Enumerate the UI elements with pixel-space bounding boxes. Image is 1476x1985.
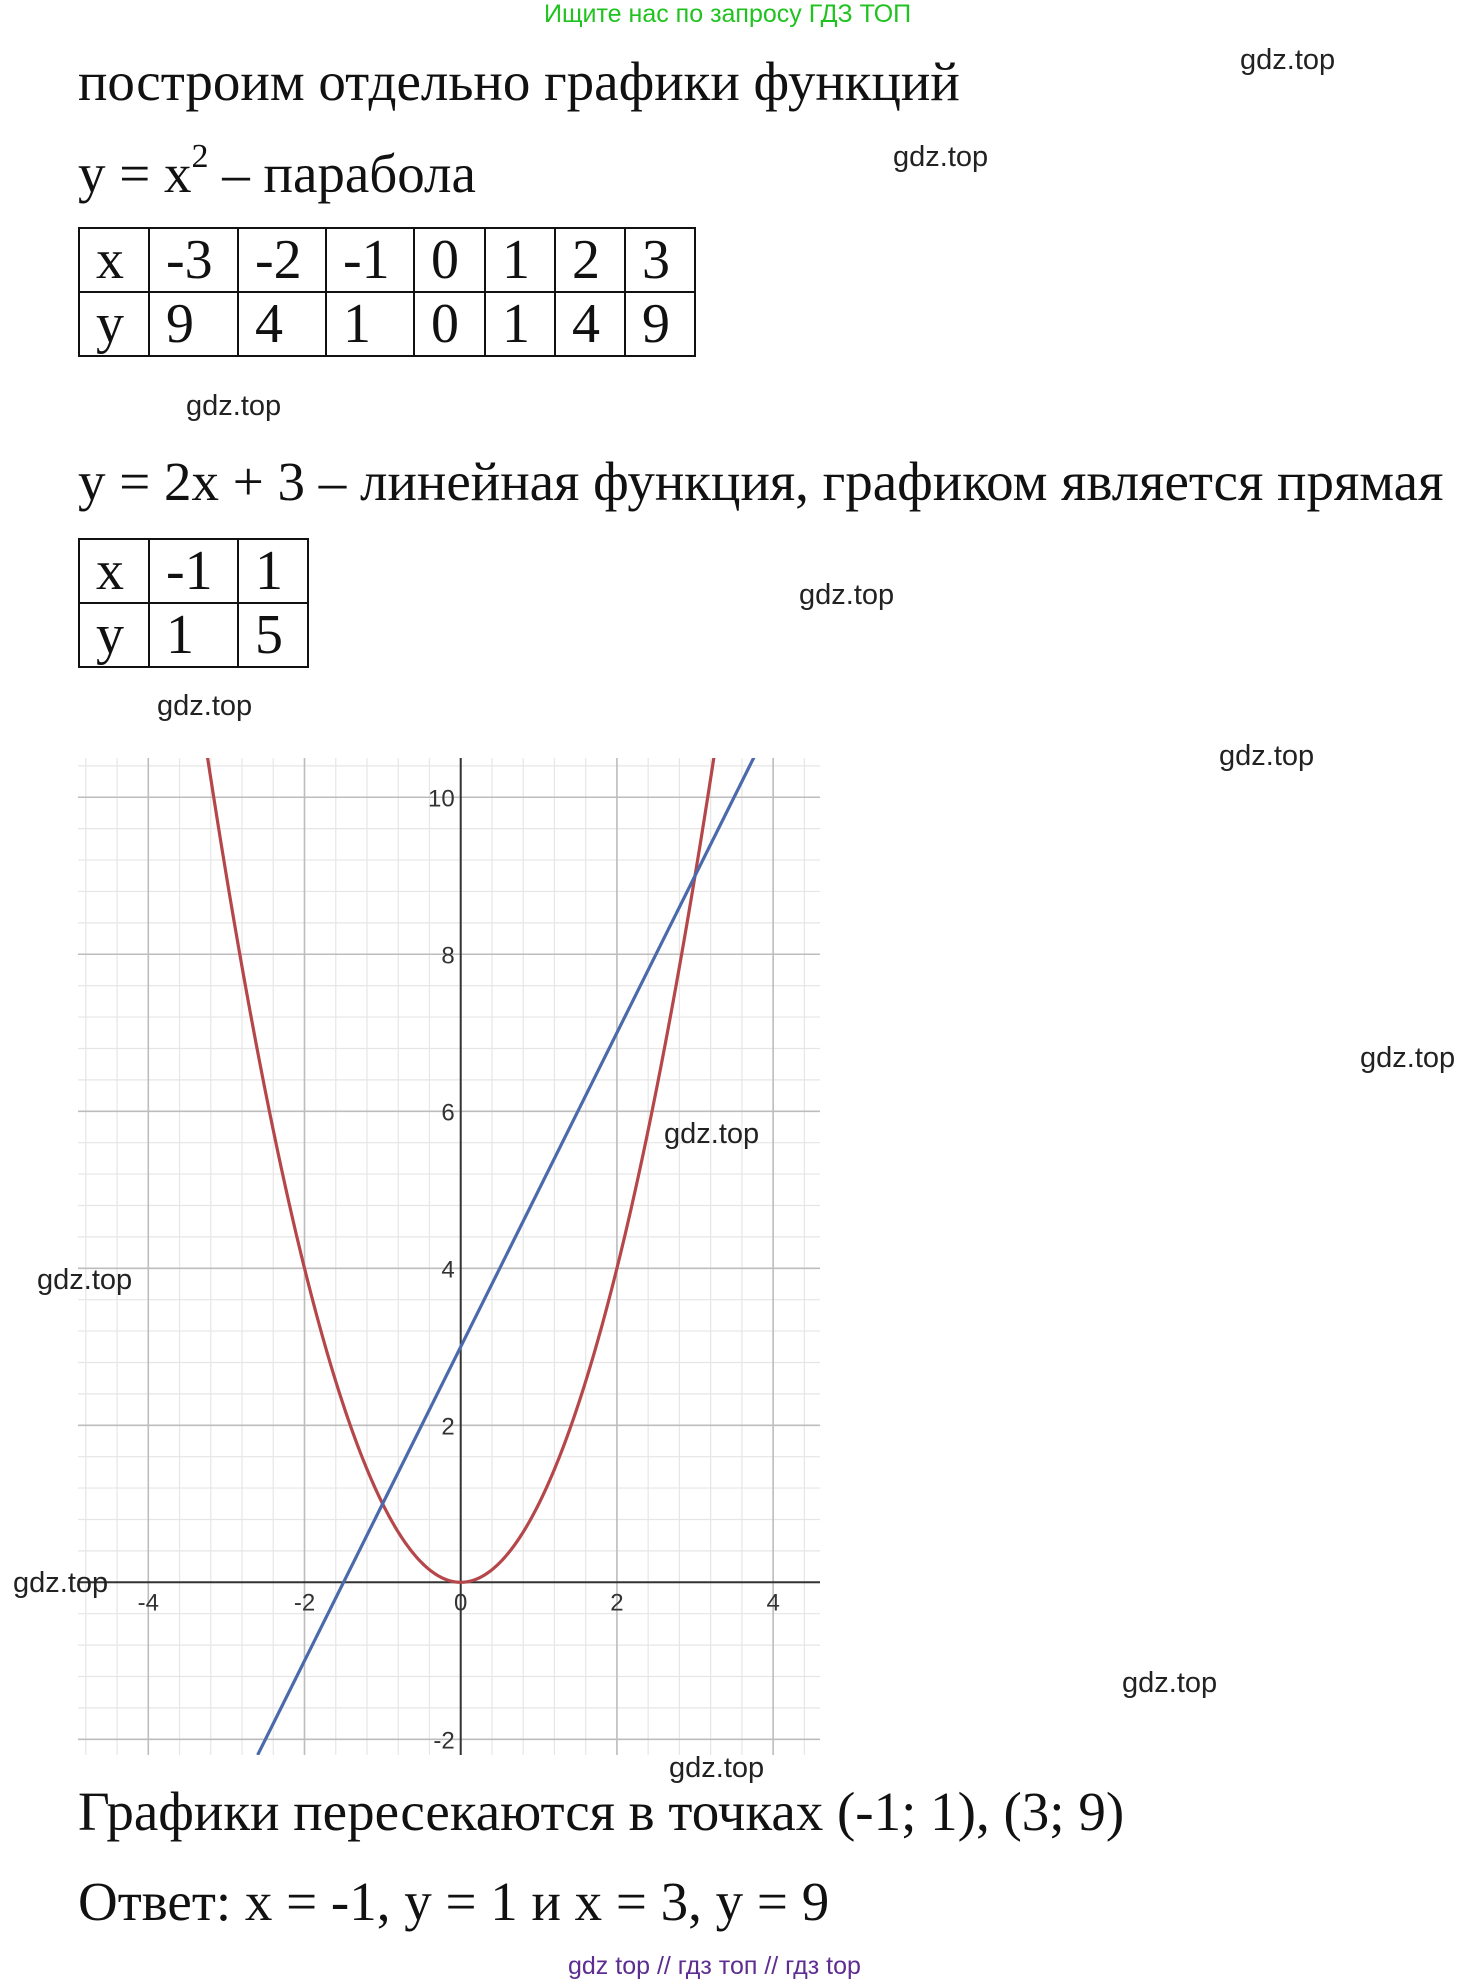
watermark: gdz.top [799, 579, 895, 611]
linear-function-line [258, 758, 758, 1755]
table-cell: 4 [555, 292, 625, 356]
y-tick-label: -2 [433, 1727, 455, 1755]
table-cell: 2 [555, 228, 625, 292]
table-header-x: x [79, 539, 149, 603]
heading-parabola [78, 137, 476, 205]
watermark: gdz.top [186, 390, 282, 422]
watermark: gdz.top [1240, 44, 1336, 76]
y-tick-label: 4 [441, 1256, 455, 1284]
watermark: gdz.top [1122, 1667, 1218, 1699]
y-tick-label: 8 [441, 942, 455, 970]
x-tick-label: 0 [454, 1589, 468, 1617]
table-row-y [79, 292, 695, 356]
footer-text: gdz top // гдз топ // гдз top [568, 1952, 861, 1980]
table-cell: 0 [414, 228, 485, 292]
y-tick-label: 10 [428, 785, 455, 813]
heading-linear-function: y = 2x + 3 – линейная функция, графиком является прямая [78, 451, 1444, 512]
linear-values-table [78, 538, 309, 668]
watermark: gdz.top [13, 1567, 109, 1599]
watermark: gdz.top [1219, 740, 1315, 772]
parabola-formula-suffix: – парабола [208, 143, 476, 204]
parabola-formula-base: y = x [78, 143, 192, 204]
x-tick-label: -2 [293, 1589, 316, 1617]
y-tick-label: 6 [441, 1099, 455, 1127]
table-cell: 1 [326, 292, 414, 356]
parabola-values-table [78, 227, 696, 357]
table-cell: -1 [326, 228, 414, 292]
watermark: gdz.top [37, 1264, 133, 1296]
table-cell: -3 [149, 228, 238, 292]
watermark: gdz.top [157, 690, 253, 722]
answer-text: Ответ: x = -1, y = 1 и x = 3, y = 9 [78, 1871, 830, 1932]
parabola-exponent: 2 [191, 137, 209, 175]
conclusion-text: Графики пересекаются в точках (-1; 1), (3; 9) [78, 1781, 1125, 1842]
table-cell: 1 [485, 292, 555, 356]
function-graph [78, 758, 820, 1755]
table-cell: 1 [485, 228, 555, 292]
table-cell: 4 [238, 292, 326, 356]
heading-build-graphs: построим отдельно графики функций [78, 51, 960, 112]
table-cell: 3 [625, 228, 695, 292]
table-row-x [79, 539, 308, 603]
table-row-x [79, 228, 695, 292]
watermark: gdz.top [664, 1118, 760, 1150]
x-tick-label: 2 [610, 1589, 624, 1617]
table-header-y: y [79, 292, 149, 356]
table-header-x: x [79, 228, 149, 292]
x-tick-label: 4 [766, 1589, 780, 1617]
table-cell: 9 [149, 292, 238, 356]
x-tick-label: -4 [137, 1589, 159, 1617]
table-cell: 5 [238, 603, 308, 667]
table-cell: 0 [414, 292, 485, 356]
table-cell: 1 [149, 603, 238, 667]
table-row-y [79, 603, 308, 667]
table-cell: -2 [238, 228, 326, 292]
top-banner: Ищите нас по запросу ГДЗ ТОП [544, 0, 912, 28]
table-cell: 1 [238, 539, 308, 603]
y-tick-label: 2 [441, 1413, 455, 1441]
table-cell: 9 [625, 292, 695, 356]
watermark: gdz.top [1360, 1042, 1456, 1074]
watermark: gdz.top [893, 141, 989, 173]
table-header-y: y [79, 603, 149, 667]
watermark: gdz.top [669, 1752, 765, 1784]
table-cell: -1 [149, 539, 238, 603]
